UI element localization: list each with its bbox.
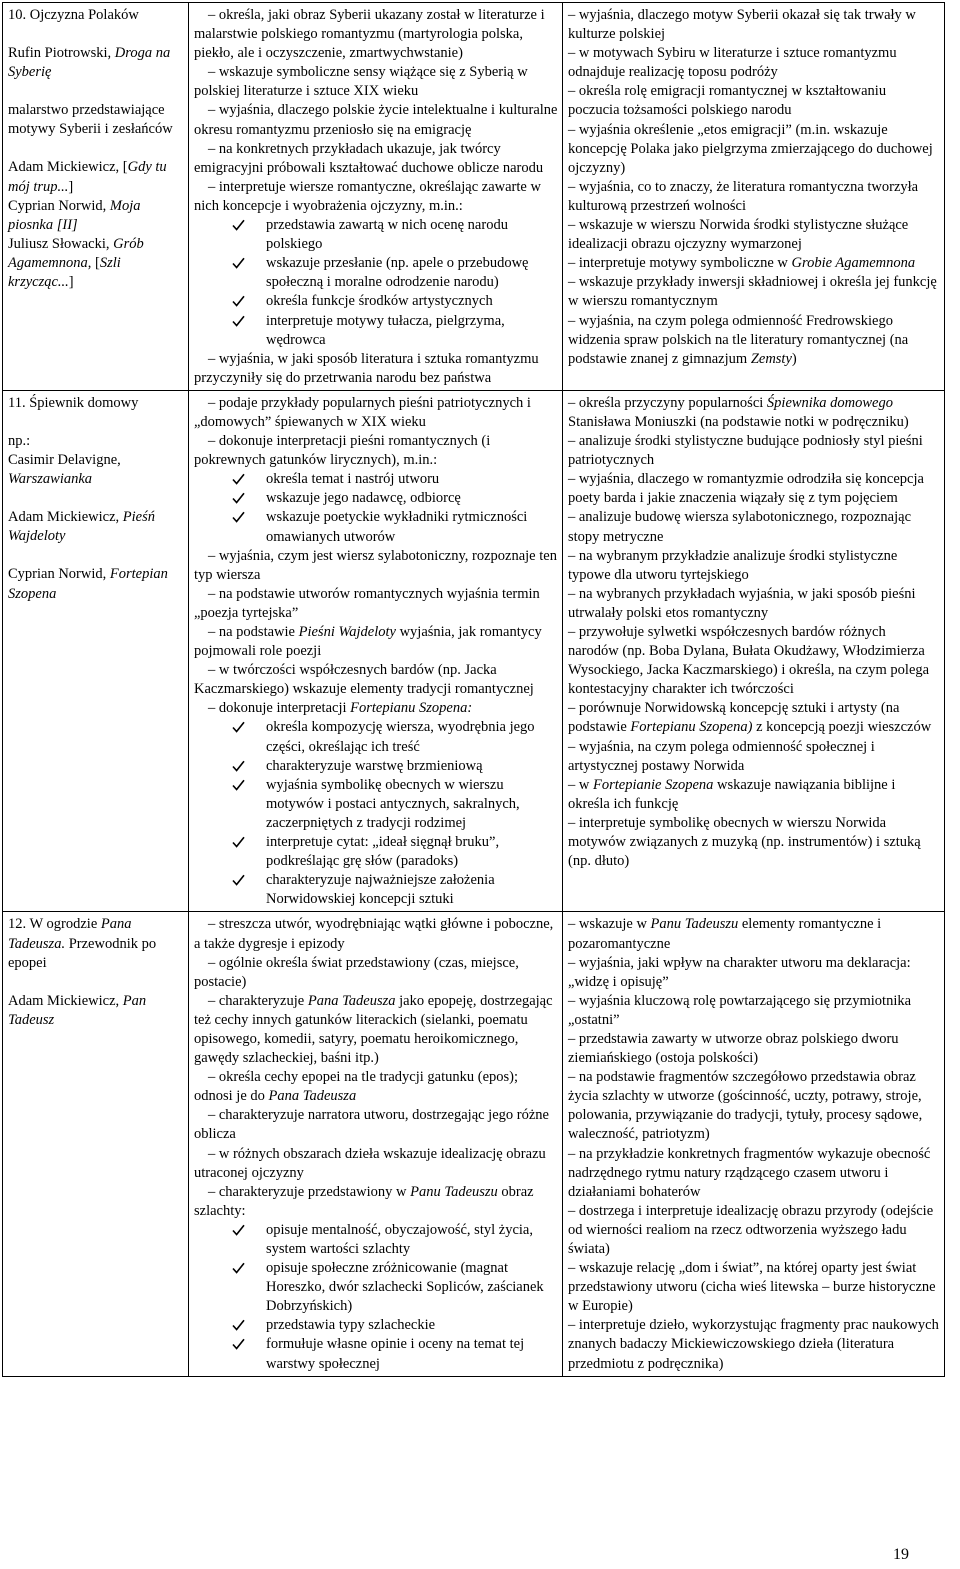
dash-bullet: – <box>568 217 579 234</box>
text-segment: wskazuje symboliczne sensy wiążące się z Syberią w polskiej literaturze i sztuce XIX wieku <box>194 64 528 100</box>
checklist-item <box>194 718 558 756</box>
requirement-item <box>568 1068 940 1144</box>
checklist-text <box>266 471 439 487</box>
reading-item <box>8 508 184 546</box>
requirement-item <box>568 6 940 44</box>
checklist-text <box>266 758 483 774</box>
checklist-text <box>266 872 495 907</box>
italic-title: Grobie Agamemnona <box>791 255 916 272</box>
checkmark-icon <box>232 718 250 733</box>
checklist-text <box>266 255 529 290</box>
spacer <box>8 489 184 508</box>
text-segment: formułuje własne opinie i oceny na temat tej warstwy społecznej <box>266 1336 525 1372</box>
text-segment: z koncepcją poezji wieszczów <box>752 719 932 736</box>
checklist-item <box>194 1316 558 1335</box>
dash-bullet: – <box>568 954 579 971</box>
dash-bullet: – <box>568 178 579 195</box>
checklist-item <box>194 312 558 350</box>
dash-bullet: – <box>568 547 579 564</box>
italic-title: Pana Tadeusza <box>268 1088 357 1105</box>
requirement-item <box>568 216 940 254</box>
text-segment: na podstawie <box>218 624 299 640</box>
text-segment: np.: <box>8 432 31 449</box>
text-segment: interpretuje motywy tułacza, pielgrzyma, wędrowca <box>266 312 505 348</box>
checklist-item <box>194 508 558 546</box>
dash-bullet: – <box>208 394 219 411</box>
requirement-item <box>194 585 558 623</box>
text-segment: Juliusz Słowacki, <box>8 235 114 252</box>
dash-bullet: – <box>568 45 579 62</box>
text-segment: wyjaśnia, czym jest wiersz sylabotoniczny, rozpoznaje ten typ wiersza <box>194 547 557 583</box>
requirement-item <box>194 1068 558 1106</box>
table-row <box>3 3 945 391</box>
italic-title: Fortepianu Szopena) <box>630 719 753 736</box>
checklist-text <box>266 1336 524 1371</box>
text-segment: 11. Śpiewnik domowy <box>8 394 139 411</box>
dash-bullet: – <box>568 624 579 640</box>
requirement-item <box>194 350 558 388</box>
text-segment: interpretuje cytat: „ideał sięgnął bruku”, podkreślając grę słów (paradoks) <box>266 834 500 870</box>
requirement-item <box>194 140 558 178</box>
checklist-item <box>194 470 558 489</box>
text-segment: wyjaśnia, dlaczego motyw Syberii okazał się tak trwały w kulturze polskiej <box>568 7 916 43</box>
checkmark-icon <box>232 216 250 231</box>
text-segment: na wybranym przykładzie analizuje środki stylistyczne typowe dla utworu tyrtejskiego <box>568 547 898 583</box>
requirement-item <box>194 394 558 432</box>
text-segment: ogólnie określa świat przedstawiony (czas, miejsce, postacie) <box>194 954 519 990</box>
spacer <box>8 25 184 44</box>
requirement-item <box>568 776 940 814</box>
text-segment: , [ <box>87 254 100 271</box>
requirement-item <box>568 992 940 1030</box>
text-segment: wskazuje przesłanie (np. apele o przebudowę społeczną i moralne odrodzenie narodu) <box>266 255 529 291</box>
requirement-item <box>568 178 940 216</box>
italic-title: Zemsty <box>750 350 792 367</box>
requirement-item <box>568 508 940 546</box>
text-segment: charakteryzuje przedstawiony w <box>218 1183 411 1200</box>
text-segment: w motywach Sybiru w literaturze i sztuce romantyzmu odnajduje realizację toposu podróży <box>568 45 897 81</box>
dash-bullet: – <box>208 954 219 971</box>
requirement-item <box>568 470 940 508</box>
basic-requirements-cell <box>189 3 563 391</box>
dash-bullet: – <box>568 471 579 488</box>
requirement-item <box>568 1259 940 1316</box>
italic-title: Fortepian Szopena <box>8 566 168 602</box>
extended-requirements-cell <box>563 3 945 391</box>
text-segment: streszcza utwór, wyodrębniając wątki główne i poboczne, a także dygresje i epizody <box>194 916 554 952</box>
italic-title: Panu Tadeuszu <box>650 916 739 933</box>
requirement-item <box>194 1106 558 1144</box>
dash-bullet: – <box>208 102 219 119</box>
checklist-item <box>194 1335 558 1373</box>
dash-bullet: – <box>568 7 579 23</box>
requirement-item <box>568 312 940 369</box>
text-segment: Stanisława Moniuszki (na podstawie notki w podręczniku) <box>568 413 909 430</box>
requirement-item <box>194 432 558 470</box>
spacer <box>8 82 184 101</box>
requirement-item <box>568 254 940 273</box>
dash-bullet: – <box>568 274 579 291</box>
text-segment: wskazuje relację „dom i świat”, na której oparty jest świat przedstawiony utworu (cicha wieś litewska – burze historyczne w Europie) <box>568 1260 936 1315</box>
checkmark-icon <box>232 1316 250 1331</box>
text-segment: wyjaśnia, jaki wpływ na charakter utworu ma deklaracja: „widzę i opisuję” <box>568 954 911 990</box>
text-segment: wyjaśnia, na czym polega odmienność społecznej i artystycznej postawy Norwida <box>568 738 875 774</box>
reading-item <box>8 197 184 235</box>
checklist-item <box>194 216 558 254</box>
text-segment: wyjaśnia symbolikę obecnych w wierszu motywów i postaci antycznych, sakralnych, zaczerpniętych z tradycji rodzimej <box>266 776 520 831</box>
dash-bullet: – <box>568 700 579 717</box>
text-segment: Adam Mickiewicz, <box>8 509 123 526</box>
requirement-item <box>194 992 558 1068</box>
reading-item <box>8 992 184 1030</box>
checklist-text <box>266 313 505 348</box>
dash-bullet: – <box>208 1069 219 1086</box>
requirement-item <box>194 1145 558 1183</box>
text-segment: na podstawie fragmentów szczegółowo przedstawia obraz życia szlachty w utworze (gościnność, uczty, potrawy, stroje, polowania, przywiązanie do tradycji, tytuły, procesy sądowe, waleczność, patriotyzm) <box>568 1069 923 1143</box>
italic-title: Grób Agamemnona <box>8 235 144 271</box>
requirement-item <box>568 547 940 585</box>
requirement-item <box>568 1030 940 1068</box>
checklist-item <box>194 833 558 871</box>
dash-bullet: – <box>208 64 219 81</box>
text-segment: analizuje budowę wiersza sylabotonicznego, rozpoznając stopy metryczne <box>568 509 912 545</box>
reading-item <box>8 451 184 489</box>
basic-requirements-cell <box>189 390 563 912</box>
dash-bullet: – <box>568 312 579 329</box>
italic-title: Fortepianie Szopena <box>592 776 714 793</box>
requirement-item <box>194 6 558 63</box>
table-body <box>3 3 945 1377</box>
text-segment: podaje przykłady popularnych pieśni patriotycznych i „domowych” śpiewanych w XIX wieku <box>194 394 531 430</box>
text-segment: 10. Ojczyzna Polaków <box>8 7 139 23</box>
dash-bullet: – <box>208 916 219 933</box>
text-segment: Adam Mickiewicz, [ <box>8 159 128 176</box>
text-segment: wskazuje przykłady inwersji składniowej i określa jej funkcję w wierszu romantycznym <box>568 274 937 310</box>
text-segment: na wybranych przykładach wyjaśnia, w jaki sposób pieśni utrwalały polski etos romantyczny <box>568 585 916 621</box>
dash-bullet: – <box>208 178 219 195</box>
checklist-text <box>266 509 527 544</box>
dash-bullet: – <box>568 509 579 526</box>
checklist-text <box>266 293 493 309</box>
requirement-item <box>568 1145 940 1202</box>
topic-title <box>8 394 184 413</box>
text-segment: na przykładzie konkretnych fragmentów wykazuje obecność nadrzędnego rytmu natury rządzącego czasem utworu i działaniami bohaterów <box>568 1145 931 1200</box>
dash-bullet: – <box>568 255 579 272</box>
dash-bullet: – <box>568 1030 579 1047</box>
italic-title: Panu Tadeuszu <box>410 1183 498 1200</box>
text-segment: wyjaśnia, dlaczego polskie życie intelektualne i kulturalne okresu romantyzmu przeniosło się na emigrację <box>194 102 558 138</box>
dash-bullet: – <box>568 992 579 1009</box>
table-row <box>3 912 945 1376</box>
requirement-item <box>194 954 558 992</box>
text-segment: jako epopeję, dostrzegając też cechy innych gatunków literackich (sielanki, poematu opisowego, komedii, satyry, poematu heroikomicznego, gawędy szlacheckiej, baśni itp.) <box>194 992 553 1067</box>
checklist-item <box>194 489 558 508</box>
text-segment: wskazuje jego nadawcę, odbiorcę <box>266 490 461 507</box>
curriculum-table <box>2 2 945 1377</box>
dash-bullet: – <box>208 1145 219 1162</box>
text-segment: Casimir Delavigne, <box>8 452 121 469</box>
dash-bullet: – <box>568 916 579 933</box>
dash-bullet: – <box>568 83 579 100</box>
text-segment: przedstawia zawarty w utworze obraz polskiego dworu ziemiańskiego (ostoja polskości) <box>568 1030 899 1067</box>
checklist-text <box>266 217 508 252</box>
text-segment: wskazuje nawiązania biblijne i określa ich funkcję <box>568 776 896 812</box>
text-segment: przedstawia typy szlacheckie <box>266 1317 436 1334</box>
requirement-item <box>194 63 558 101</box>
checkmark-icon <box>232 312 250 327</box>
text-segment: określa cechy epopei na tle tradycji gatunku (epos); odnosi je do <box>194 1069 519 1105</box>
text-segment: Cyprian Norwid, <box>8 566 110 583</box>
text-segment: określa rolę emigracji romantycznej w kształtowaniu poczucia tożsamości polskiego narodu <box>568 83 887 119</box>
dash-bullet: – <box>568 814 579 831</box>
requirement-item <box>568 1316 940 1373</box>
dash-bullet: – <box>568 585 579 602</box>
topic-cell <box>3 3 189 391</box>
italic-title: Pan Tadeusz <box>8 992 147 1028</box>
text-segment: w różnych obszarach dzieła wskazuje idealizację obrazu utraconej ojczyzny <box>194 1145 546 1181</box>
requirement-item <box>568 585 940 623</box>
checklist-item <box>194 776 558 833</box>
dash-bullet: – <box>208 1183 219 1200</box>
requirement-item <box>194 178 558 216</box>
spacer <box>8 139 184 158</box>
extended-requirements-cell <box>563 912 945 1376</box>
text-segment: wskazuje poetyckie wykładniki rytmiczności omawianych utworów <box>266 509 528 545</box>
text-segment: na podstawie utworów romantycznych wyjaśnia termin „poezja tyrtejska” <box>194 585 540 621</box>
reading-item <box>8 565 184 603</box>
topic-title <box>8 915 184 972</box>
checklist-item <box>194 292 558 311</box>
text-segment: wskazuje w wierszu Norwida środki stylistyczne służące idealizacji obrazu ojczyzny wymarzonej <box>568 217 909 253</box>
dash-bullet: – <box>568 433 579 450</box>
text-segment: ] <box>68 274 74 291</box>
text-segment: malarstwo przedstawiające motywy Syberii i zesłańców <box>8 102 173 138</box>
text-segment: dokonuje interpretacji <box>218 700 351 717</box>
checklist-text <box>266 834 499 869</box>
basic-requirements-cell <box>189 912 563 1376</box>
text-segment: określa temat i nastrój utworu <box>266 471 440 488</box>
requirement-item <box>194 699 558 718</box>
checklist-text <box>266 1317 435 1333</box>
requirement-item <box>568 738 940 776</box>
checkmark-icon <box>232 470 250 485</box>
requirement-item <box>568 915 940 953</box>
text-segment: określa przyczyny popularności <box>578 394 767 411</box>
dash-bullet: – <box>208 350 219 367</box>
italic-title: Gdy tu mój trup... <box>8 159 167 195</box>
requirement-item <box>568 699 940 737</box>
dash-bullet: – <box>568 394 579 411</box>
checkmark-icon <box>232 776 250 791</box>
text-segment: określa, jaki obraz Syberii ukazany został w literaturze i malarstwie polskiego romantyzmu (martyrologia polska, piekło, ale i oczyszczenie, zmartwychwstanie) <box>194 7 545 62</box>
dash-bullet: – <box>208 585 219 602</box>
checkmark-icon <box>232 757 250 772</box>
dash-bullet: – <box>208 140 219 157</box>
text-segment: w twórczości współczesnych bardów (np. Jacka Kaczmarskiego) wskazuje elementy tradycji romantycznej <box>194 662 534 698</box>
dash-bullet: – <box>208 1107 219 1124</box>
checklist-item <box>194 254 558 292</box>
text-segment: przywołuje sylwetki współczesnych bardów różnych narodów (np. Boba Dylana, Bułata Okudżawy, Włodzimierza Wysockiego, Jacka Kaczmarskiego) i określa, na czym polega kontestacyjny charakter ich twórczości <box>568 624 930 698</box>
text-segment: dostrzega i interpretuje idealizację obrazu przyrody (odejście od wierności realiom na rzecz odtworzenia wyższego ładu świata) <box>568 1202 934 1257</box>
dash-bullet: – <box>568 1145 579 1162</box>
requirement-item <box>568 432 940 470</box>
text-segment: obraz szlachty: <box>194 1183 534 1219</box>
reading-item <box>8 432 184 451</box>
text-segment: dokonuje interpretacji pieśni romantycznych (i pokrewnych gatunków lirycznych), m.in.: <box>194 433 491 469</box>
checklist-text <box>266 1260 544 1314</box>
checkmark-icon <box>232 1259 250 1274</box>
checklist-text <box>266 777 520 831</box>
text-segment: opisuje mentalność, obyczajowość, styl życia, system wartości szlachty <box>266 1221 533 1257</box>
text-segment: wyjaśnia, w jaki sposób literatura i sztuka romantyzmu przyczyniły się do przetrwania narodu bez państwa <box>194 350 539 386</box>
text-segment: charakteryzuje najważniejsze założenia Norwidowskiej koncepcji sztuki <box>266 872 495 908</box>
text-segment: wyjaśnia, co to znaczy, że literatura romantyczna tworzyła kulturową przestrzeń wolności <box>568 178 919 214</box>
italic-title: Fortepianu Szopena: <box>350 700 473 717</box>
dash-bullet: – <box>568 1260 579 1277</box>
checkmark-icon <box>232 254 250 269</box>
text-segment: interpretuje dzieło, wykorzystując fragmenty prac naukowych znanych badaczy Mickiewiczowskiego dzieła (literatura przedmiotu z podręcznika) <box>568 1317 939 1372</box>
text-segment: Cyprian Norwid, <box>8 197 110 214</box>
dash-bullet: – <box>568 1069 579 1086</box>
requirement-item <box>568 623 940 699</box>
requirement-item <box>194 915 558 953</box>
checkmark-icon <box>232 508 250 523</box>
spacer <box>8 413 184 432</box>
text-segment: na konkretnych przykładach ukazuje, jak twórcy emigracyjni próbowali kształtować duchowe oblicze narodu <box>194 140 544 176</box>
italic-title: Pana Tadeusza. <box>8 916 132 952</box>
italic-title: Pana Tadeusza <box>307 992 396 1009</box>
requirement-item <box>568 273 940 311</box>
checklist-item <box>194 757 558 776</box>
reading-item <box>8 235 184 292</box>
requirement-item <box>568 814 940 871</box>
requirement-item <box>194 101 558 139</box>
text-segment: opisuje społeczne zróżnicowanie (magnat Horeszko, dwór szlachecki Sopliców, zaścianek Dobrzyńskich) <box>266 1260 544 1315</box>
dash-bullet: – <box>568 776 579 793</box>
table-row <box>3 390 945 912</box>
text-segment: interpretuje motywy symboliczne w <box>578 255 792 272</box>
text-segment: interpretuje symbolikę obecnych w wierszu Norwida motywów związanych z muzyką (np. instrumentów) i sztuką (np. dłuto) <box>568 814 921 870</box>
requirement-item <box>194 1183 558 1221</box>
italic-title: Moja piosnka [II] <box>8 197 141 233</box>
text-segment: 12. W ogrodzie <box>8 916 101 933</box>
spacer <box>8 546 184 565</box>
requirement-item <box>568 121 940 178</box>
checklist-item <box>194 1259 558 1316</box>
text-segment: analizuje środki stylistyczne budujące podniosły styl pieśni patriotycznych <box>568 433 923 469</box>
text-segment: wskazuje w <box>578 916 651 933</box>
requirement-item <box>194 623 558 661</box>
italic-title: Warszawianka <box>8 471 93 488</box>
text-segment: Adam Mickiewicz, <box>8 992 123 1009</box>
checklist-text <box>266 490 461 506</box>
text-segment: przedstawia zawartą w nich ocenę narodu polskiego <box>266 217 508 253</box>
text-segment: wyjaśnia, na czym polega odmienność Fredrowskiego widzenia spraw polskich na tle literatury romantycznej (na podstawie znanej z gimnazjum <box>568 312 909 367</box>
topic-cell <box>3 912 189 1376</box>
text-segment: charakteryzuje narratora utworu, dostrzegając jego różne oblicza <box>194 1107 549 1143</box>
reading-item <box>8 158 184 196</box>
text-segment: wyjaśnia, jak romantycy pojmowali role poezji <box>194 624 542 660</box>
checkmark-icon <box>232 871 250 886</box>
reading-item <box>8 101 184 139</box>
checklist-text <box>266 719 535 754</box>
text-segment: charakteryzuje <box>218 992 308 1009</box>
text-segment: Rufin Piotrowski, <box>8 45 115 62</box>
dash-bullet: – <box>568 738 579 755</box>
text-segment: porównuje Norwidowską koncepcję sztuki i artysty (na podstawie <box>568 700 900 736</box>
topic-title <box>8 6 184 25</box>
dash-bullet: – <box>568 121 579 138</box>
text-segment: określa funkcje środków artystycznych <box>266 293 493 310</box>
text-segment: wyjaśnia kluczową rolę powtarzającego się przymiotnika „ostatni” <box>568 992 912 1028</box>
text-segment: interpretuje wiersze romantyczne, określając zawarte w nich koncepcje i wyobrażenia ojczyzny, m.in.: <box>194 178 541 214</box>
checkmark-icon <box>232 489 250 504</box>
dash-bullet: – <box>208 624 219 640</box>
checkmark-icon <box>232 292 250 307</box>
text-segment: Przewodnik po epopei <box>8 935 157 971</box>
text-segment: charakteryzuje warstwę brzmieniową <box>266 757 483 774</box>
text-segment: wyjaśnia, dlaczego w romantyzmie odrodziła się koncepcja poety barda i jakie znaczenia wiązały się z tym pojęciem <box>568 471 924 507</box>
dash-bullet: – <box>208 547 219 564</box>
page-number: 19 <box>893 1546 909 1563</box>
dash-bullet: – <box>208 662 219 679</box>
checkmark-icon <box>232 833 250 848</box>
italic-title: Pieśń Wajdeloty <box>8 509 155 545</box>
text-segment: ] <box>68 178 74 195</box>
checklist-item <box>194 1221 558 1259</box>
spacer <box>8 973 184 992</box>
checkmark-icon <box>232 1221 250 1236</box>
text-segment: określa kompozycję wiersza, wyodrębnia jego części, określając ich treść <box>266 719 535 755</box>
requirement-item <box>568 82 940 120</box>
italic-title: Szli krzycząc... <box>8 254 121 291</box>
dash-bullet: – <box>208 992 219 1009</box>
reading-item <box>8 44 184 82</box>
checklist-text <box>266 1222 533 1257</box>
checkmark-icon <box>232 1335 250 1350</box>
topic-cell <box>3 390 189 912</box>
extended-requirements-cell <box>563 390 945 912</box>
requirement-item <box>194 547 558 585</box>
requirement-item <box>568 954 940 992</box>
italic-title: Śpiewnika domowego <box>766 394 893 411</box>
text-segment: wyjaśnia określenie „etos emigracji” (m.in. wskazuje koncepcję Polaka jako pielgrzyma zmierzającego do duchowej ojczyzny) <box>568 121 933 176</box>
requirement-item <box>568 1202 940 1259</box>
text-segment: elementy romantyczne i pozaromantyczne <box>568 916 882 952</box>
italic-title: Droga na Syberię <box>8 45 171 81</box>
dash-bullet: – <box>568 1202 579 1219</box>
text-segment: ) <box>791 350 797 367</box>
checklist-item <box>194 871 558 909</box>
dash-bullet: – <box>208 7 219 23</box>
text-segment: w <box>578 776 593 793</box>
requirement-item <box>568 394 940 432</box>
italic-title: Pieśni Wajdeloty <box>298 624 396 640</box>
requirement-item <box>194 661 558 699</box>
dash-bullet: – <box>208 433 219 450</box>
dash-bullet: – <box>208 700 219 717</box>
dash-bullet: – <box>568 1317 579 1334</box>
requirement-item <box>568 44 940 82</box>
